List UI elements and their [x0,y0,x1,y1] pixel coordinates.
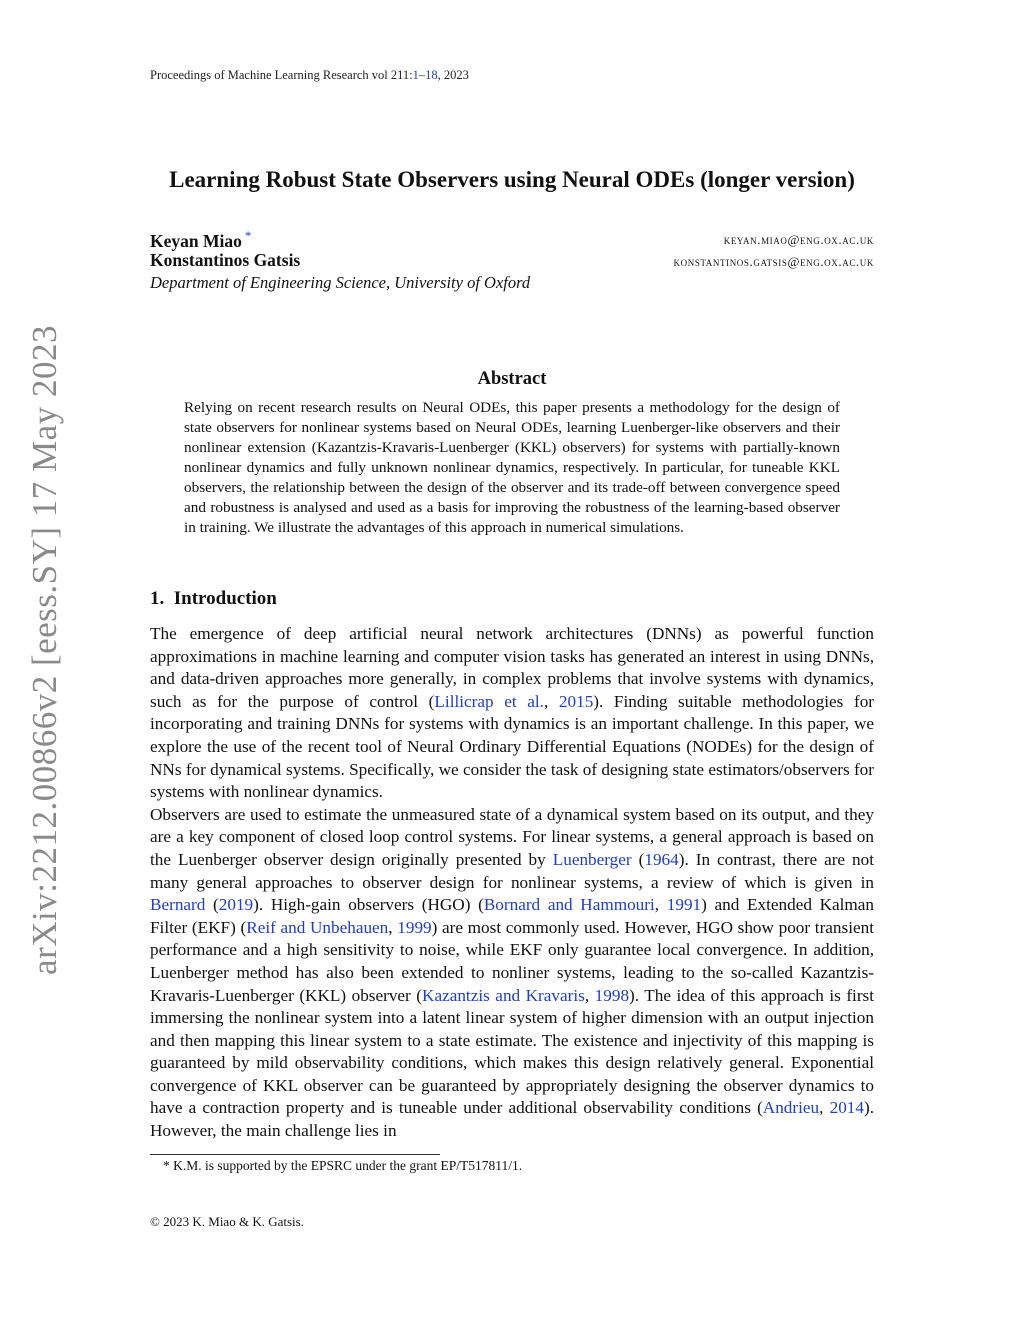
footnote: * K.M. is supported by the EPSRC under the grant EP/T517811/1. [163,1158,523,1173]
footnote-rule [150,1154,440,1155]
citation-reif-year[interactable]: 1999 [397,917,432,937]
citation-lillicrap-year[interactable]: 2015 [558,691,594,711]
intro-paragraph-2: Observers are used to estimate the unmeasured state of a dynamical system based on its output, and they are a key component of closed loop control systems. For linear systems, a general approach is based on the Luenberger observer design originally presented by Luenberger (1964). In contrast, there are not many general approaches to observer design for nonlinear systems, a review of which is given in Bernard (2019). High-gain observers (HGO) (Bornard and Hammouri, 1991) and Extended Kalman Filter (EKF) (Reif and Unbehauen, 1999) are most commonly used. However, HGO show poor transient performance and a high sensitivity to noise, while EKF only guarantee local convergence. In addition, Luenberger method has also been extended to nonliner systems, leading to the so-called Kazantzis-Kravaris-Luenberger (KKL) observer (Kazantzis and Kravaris, 1998). The idea of this approach is first immersing the nonlinear system into a latent linear system of higher dimension with an output injection and then mapping this linear system to a state estimate. The existence and injectivity of this mapping is guaranteed by mild observability conditions, which makes this design relatively general. Exponential convergence of KKL observer can be guaranteed by appropriately designing the observer dynamics to have a contraction property and is tuneable under additional observability conditions (Andrieu, 2014). However, the main challenge lies in [150,804,875,1141]
citation-bernard[interactable]: Bernard [150,895,206,915]
author-2-email: konstantinos.gatsis@eng.ox.ac.uk [673,254,874,269]
author-footnote-mark[interactable]: * [244,228,252,243]
citation-luenberger[interactable]: Luenberger [552,849,632,869]
page-start-link[interactable]: 1 [412,68,419,82]
paper-title: Learning Robust State Observers using Neural ODEs (longer version) [169,167,855,192]
citation-bornard-year[interactable]: 1991 [666,895,702,915]
citation-reif[interactable]: Reif and Unbehauen [246,917,389,937]
citation-bernard-year[interactable]: 2019 [218,895,254,915]
author-2: Konstantinos Gatsis [150,250,301,270]
citation-andrieu-year[interactable]: 2014 [829,1098,864,1118]
author-1: Keyan Miao * [150,228,252,251]
abstract-heading: Abstract [477,369,547,389]
citation-kazantzis-year[interactable]: 1998 [594,985,630,1005]
page-end-link[interactable]: 18 [425,68,438,82]
citation-luenberger-year[interactable]: 1964 [644,849,679,869]
section-heading-introduction: 1. Introduction [150,588,277,609]
citation-bornard[interactable]: Bornard and Hammouri [483,895,655,915]
intro-paragraph-1: The emergence of deep artificial neural network architectures (DNNs) as powerful function approximations in machine learning and computer vision tasks has generated an interest in using DNNs, and data-driven approaches more generally, in complex problems that involve systems with dynamics, such as for the purpose of control (Lillicrap et al., 2015). Finding suitable methodologies for incorporating and training DNNs for systems with dynamics is an important challenge. In this paper, we explore the use of the recent tool of Neural Ordinary Differential Equations (NODEs) for the design of NNs for dynamical systems. Specifically, we consider the task of designing state estimators/observers for systems with nonlinear dynamics. [150,624,875,802]
introduction-body [150,623,874,1143]
running-header: Proceedings of Machine Learning Research vol 211:1–18, 2023 [150,68,469,82]
author-1-email: keyan.miao@eng.ox.ac.uk [723,232,874,247]
copyright: © 2023 K. Miao & K. Gatsis. [150,1214,304,1229]
citation-lillicrap[interactable]: Lillicrap et al. [434,691,544,711]
affiliation: Department of Engineering Science, University of Oxford [150,273,531,292]
citation-kazantzis[interactable]: Kazantzis and Kravaris [422,985,585,1005]
arxiv-stamp: arXiv:2212.00866v2 [eess.SY] 17 May 2023 [25,325,64,975]
citation-andrieu[interactable]: Andrieu [762,1098,820,1118]
abstract-text: Relying on recent research results on Neural ODEs, this paper presents a methodology for the design of state observers for nonlinear systems based on Neural ODEs, learning Luenberger-like observers and their nonlinear extension (Kazantzis-Kravaris-Luenberger (KKL) observers) for systems with partially-known nonlinear dynamics and fully unknown nonlinear dynamics, respectively. In particular, for tuneable KKL observers, the relationship between the design of the observer and its trade-off between convergence speed and robustness is analysed and used as a basis for improving the robustness of the learning-based observer in training. We illustrate the advantages of this approach in numerical simulations. [184,399,840,536]
